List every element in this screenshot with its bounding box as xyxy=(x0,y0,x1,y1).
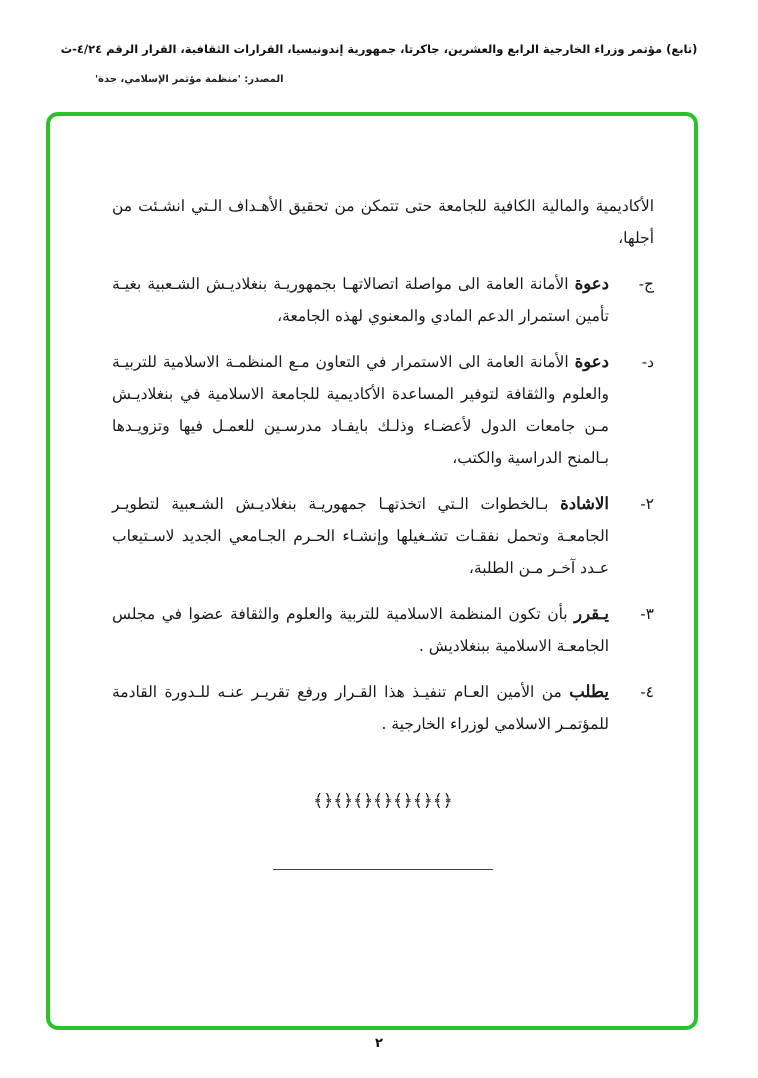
content-border-box xyxy=(46,112,698,1030)
item-lead: دعوة xyxy=(574,274,609,293)
item-marker: ٣- xyxy=(640,605,654,623)
item-text xyxy=(112,676,609,740)
document-body xyxy=(112,190,654,870)
list-item-dal xyxy=(112,346,654,474)
item-marker: ٤- xyxy=(640,683,654,701)
item-lead: دعوة xyxy=(574,352,609,371)
item-text xyxy=(112,598,609,662)
list-item-jeem xyxy=(112,268,654,332)
item-body: من الأمين العـام تنفيـذ هذا القـرار ورفع تقريـر عنـه للـدورة القادمة للمؤتمـر الاسلامي لوزراء الخارجية . xyxy=(112,683,609,733)
item-text xyxy=(112,346,609,474)
item-marker: ج- xyxy=(638,275,654,293)
list-item-2 xyxy=(112,488,654,584)
ornament-separator: ﴿﴾﴿﴾﴿﴾﴿﴾﴿﴾﴿﴾﴿﴾ xyxy=(313,791,453,811)
intro-paragraph: الأكاديمية والمالية الكافية للجامعة حتى تتمكن من تحقيق الأهـداف الـتي انشـئت من أجلها، xyxy=(112,197,654,247)
item-body: بأن تكون المنظمة الاسلامية للتربية والعلوم والثقافة عضوا في مجلس الجامعـة الاسلامية ببنغلاديش . xyxy=(112,605,609,655)
item-body: بـالخطوات الـتي اتخذتهـا جمهوريـة بنغلاديـش الشـعبية لتطويـر الجامعـة وتحمل نفقـات تشـغيلها وإنشـاء الحـرم الجـامعي الجديد لاسـتيعاب عـدد آخـر مـن الطلبة، xyxy=(112,495,609,577)
header-source: المصدر: 'منظمة مؤتمر الإسلامي، جدة' xyxy=(95,74,284,85)
document-header xyxy=(0,42,758,85)
list-item-3 xyxy=(112,598,654,662)
item-body: الأمانة العامة الى مواصلة اتصالاتهـا بجمهوريـة بنغلاديـش الشـعبية بغيـة تأمين استمرار الدعم المادي والمعنوي لهذه الجامعة، xyxy=(112,275,609,325)
item-text xyxy=(112,488,609,584)
item-marker: د- xyxy=(641,353,654,371)
item-lead: يـقرر xyxy=(574,604,609,623)
page-number: ٢ xyxy=(375,1036,383,1051)
header-title: (تابع) مؤتمر وزراء الخارجية الرابع والعشرين، جاكرتا، جمهورية إندونيسيا، القرارات الثقافية، القرار الرقم ٤/٢٤-ث xyxy=(60,42,698,56)
item-marker: ٢- xyxy=(640,495,654,513)
item-lead: الاشادة xyxy=(560,494,609,513)
item-body: الأمانة العامة الى الاستمرار في التعاون مـع المنظمـة الاسلامية للتربيـة والعلوم والثقافة لتوفير المساعدة الأكاديمية للجامعة الاسلامية في بنغلاديـش مـن جامعات الدول لأعضـاء وذلـك بايفـاد مدرسـين للعمـل فيها وتزويـدها بـالمنح الدراسية والكتب، xyxy=(112,353,609,467)
list-item-4 xyxy=(112,676,654,740)
item-lead: يطلب xyxy=(569,682,609,701)
end-rule xyxy=(273,869,493,870)
item-text xyxy=(112,268,609,332)
